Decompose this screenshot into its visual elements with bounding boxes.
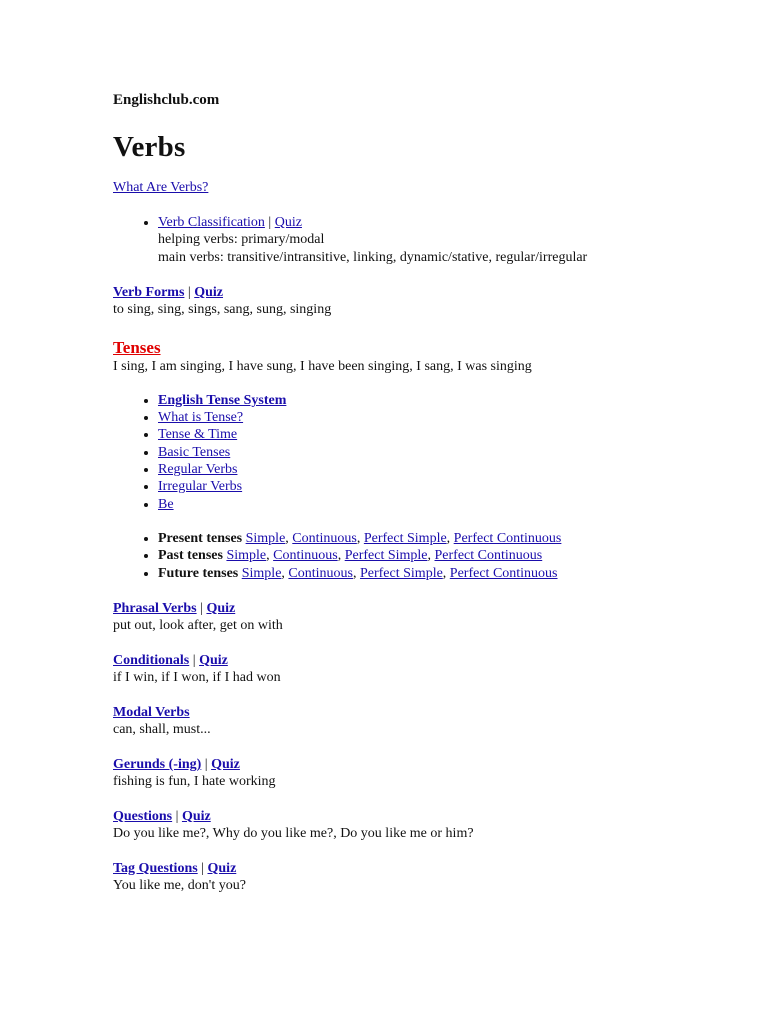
present-tenses-row: • Present tenses Simple, Continuous, Perfect Simple, Perfect Continuous: [158, 530, 753, 547]
verb-forms-quiz-link[interactable]: Quiz: [194, 284, 224, 300]
tenses-example: I sing, I am singing, I have sung, I have been singing, I sang, I was singing: [113, 358, 532, 374]
what-is-tense-link[interactable]: What is Tense?: [158, 410, 244, 426]
verb-forms-section: [113, 284, 753, 318]
tenses-link-list: [113, 392, 753, 513]
questions-quiz-link[interactable]: Quiz: [181, 808, 211, 824]
questions-example: Do you like me?, Why do you like me?, Do you like me or him?: [113, 825, 474, 841]
basic-tenses-link[interactable]: Basic Tenses: [158, 444, 231, 460]
past-perfect-continuous-link[interactable]: Perfect Continuous: [434, 548, 543, 564]
what-are-verbs-link[interactable]: What Are Verbs?: [113, 180, 209, 195]
future-perfect-simple-link[interactable]: Perfect Simple: [359, 565, 443, 581]
regular-verbs-link[interactable]: Regular Verbs: [158, 462, 238, 478]
separator: |: [187, 284, 191, 300]
verb-forms-link[interactable]: Verb Forms: [113, 284, 185, 300]
page-title: Verbs: [113, 131, 186, 163]
past-tenses-label: Past tenses: [158, 548, 223, 564]
gerunds-example: fishing is fun, I hate working: [113, 773, 276, 789]
future-tenses-row: • Future tenses Simple, Continuous, Perfect Simple, Perfect Continuous: [158, 565, 753, 582]
separator: |: [192, 652, 196, 668]
present-perfect-continuous-link[interactable]: Perfect Continuous: [453, 530, 562, 546]
modal-verbs-link[interactable]: Modal Verbs: [113, 704, 190, 720]
classification-list: [113, 214, 753, 266]
tag-questions-section: [113, 860, 753, 894]
list-item: [158, 444, 753, 461]
conditionals-heading: [113, 652, 753, 669]
questions-heading: [113, 808, 753, 825]
phrasal-verbs-quiz-link[interactable]: Quiz: [206, 600, 236, 616]
past-tenses-row: • Past tenses Simple, Continuous, Perfect Simple, Perfect Continuous: [158, 547, 753, 564]
modal-verbs-section: [113, 704, 753, 738]
present-tenses-label: Present tenses: [158, 530, 243, 546]
gerunds-heading: [113, 756, 753, 773]
conditionals-quiz-link[interactable]: Quiz: [199, 652, 228, 668]
separator: |: [204, 756, 208, 772]
verb-classification-quiz-link[interactable]: Quiz: [274, 215, 302, 230]
verb-forms-example: to sing, sing, sings, sang, sung, singing: [113, 301, 332, 317]
verb-forms-heading: [113, 284, 753, 301]
present-simple-link[interactable]: Simple: [245, 530, 286, 546]
past-continuous-link[interactable]: Continuous: [273, 548, 338, 564]
separator: |: [175, 808, 179, 824]
phrasal-verbs-example: put out, look after, get on with: [113, 617, 283, 633]
verb-classification-link[interactable]: Verb Classification: [158, 215, 265, 230]
list-item: [158, 409, 753, 426]
phrasal-verbs-link[interactable]: Phrasal Verbs: [113, 600, 197, 616]
phrasal-verbs-heading: [113, 600, 753, 617]
list-item: [158, 478, 753, 495]
tense-rows-list: [113, 530, 753, 582]
helping-verbs-text: helping verbs: primary/modal: [158, 232, 325, 248]
gerunds-link[interactable]: Gerunds (-ing): [113, 756, 202, 772]
list-item: [158, 392, 753, 409]
site-name: Englishclub.com: [113, 92, 220, 108]
present-perfect-simple-link[interactable]: Perfect Simple: [363, 530, 447, 546]
conditionals-example: if I win, if I won, if I had won: [113, 669, 281, 685]
modal-verbs-heading: [113, 704, 753, 721]
list-item: [158, 426, 753, 443]
be-link[interactable]: Be: [158, 496, 174, 512]
conditionals-link[interactable]: Conditionals: [113, 652, 190, 668]
tenses-heading-link[interactable]: Tenses: [113, 337, 161, 357]
tag-questions-quiz-link[interactable]: Quiz: [207, 860, 237, 876]
tag-questions-example: You like me, don't you?: [113, 877, 246, 893]
past-perfect-simple-link[interactable]: Perfect Simple: [344, 548, 428, 564]
separator: |: [268, 215, 272, 230]
future-tenses-label: Future tenses: [158, 565, 239, 581]
future-continuous-link[interactable]: Continuous: [288, 565, 353, 581]
future-perfect-continuous-link[interactable]: Perfect Continuous: [449, 565, 558, 581]
document-page: [113, 90, 753, 894]
conditionals-section: [113, 652, 753, 686]
tense-and-time-link[interactable]: Tense & Time: [158, 427, 238, 443]
tag-questions-heading: [113, 860, 753, 877]
separator: |: [201, 860, 204, 876]
irregular-verbs-link[interactable]: Irregular Verbs: [158, 479, 243, 495]
main-verbs-text: main verbs: transitive/intransitive, linking, dynamic/stative, regular/irregular: [158, 249, 588, 265]
gerunds-quiz-link[interactable]: Quiz: [211, 756, 240, 772]
present-continuous-link[interactable]: Continuous: [292, 530, 357, 546]
list-item: [158, 496, 753, 513]
tag-questions-link[interactable]: Tag Questions: [113, 860, 198, 876]
future-simple-link[interactable]: Simple: [241, 565, 282, 581]
list-item: [158, 461, 753, 478]
phrasal-verbs-section: [113, 600, 753, 634]
questions-section: [113, 808, 753, 842]
separator: |: [200, 600, 203, 616]
gerunds-section: [113, 756, 753, 790]
questions-link[interactable]: Questions: [113, 808, 173, 824]
modal-verbs-example: can, shall, must...: [113, 721, 211, 737]
past-simple-link[interactable]: Simple: [226, 548, 267, 564]
list-item: [158, 214, 753, 266]
english-tense-system-link[interactable]: English Tense System: [158, 392, 287, 408]
